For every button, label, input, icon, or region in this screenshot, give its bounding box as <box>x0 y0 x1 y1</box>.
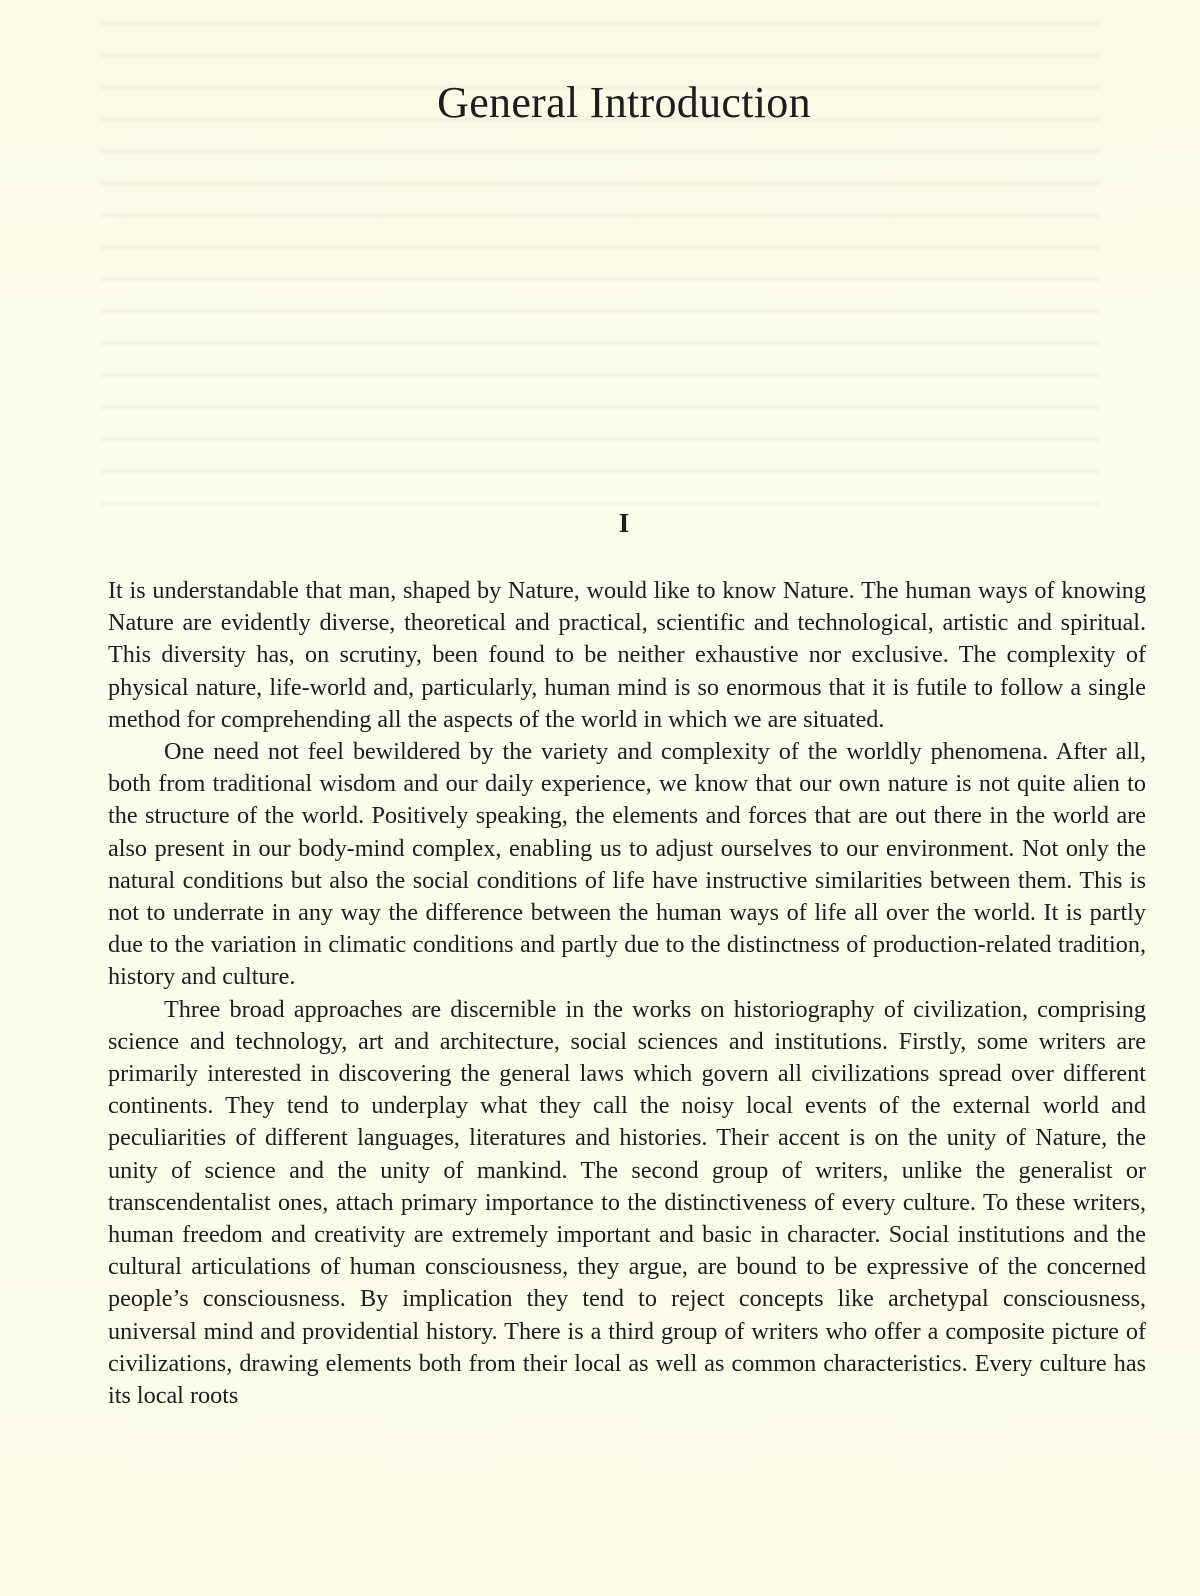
paragraph-2: One need not feel bewildered by the variety and complexity of the worldly phenomena. After all, both from traditional wisdom and our daily experience, we know that our own nature is not quite alien to the structure of the world. Positively speaking, the elements and forces that are out there in the world are also present in our body-mind complex, enabling us to adjust ourselves to our environment. Not only the natural conditions but also the social conditions of life have instructive similarities between them. This is not to underrate in any way the difference between the human ways of life all over the world. It is partly due to the variation in climatic conditions and partly due to the distinctness of production-related tradition, history and culture. <box>108 738 1146 991</box>
paragraph-1: It is understandable that man, shaped by Nature, would like to know Nature. The human ways of knowing Nature are evidently diverse, theoretical and practical, scientific and technological, artistic and spiritual. This diversity has, on scrutiny, been found to be neither exhaustive nor exclusive. The complexity of physical nature, life-world and, particularly, human mind is so enormous that it is futile to follow a single method for comprehending all the aspects of the world in which we are situated. <box>108 577 1146 733</box>
page-title: General Introduction <box>437 78 811 127</box>
paragraph-3: Three broad approaches are discernible in the works on historiography of civilization, comprising science and technology, art and architecture, social sciences and institutions. Firstly, some writers are primarily interested in discovering the general laws which govern all civilizations spread over different continents. They tend to underplay what they call the noisy local events of the external world and peculiarities of different languages, literatures and histories. Their accent is on the unity of Nature, the unity of science and the unity of mankind. The second group of writers, unlike the generalist or transcendentalist ones, attach primary importance to the distinctiveness of every culture. To these writers, human freedom and creativity are extremely important and basic in character. Social institutions and the cultural articulations of human consciousness, they argue, are bound to be expressive of the concerned people’s consciousness. By implication they tend to reject concepts like archetypal consciousness, universal mind and providential history. There is a third group of writers who offer a composite picture of civilizations, drawing elements both from their local as well as common characteristics. Every culture has its local roots <box>108 995 1146 1410</box>
section-numeral: I <box>618 508 630 538</box>
body-text <box>108 575 1146 1412</box>
